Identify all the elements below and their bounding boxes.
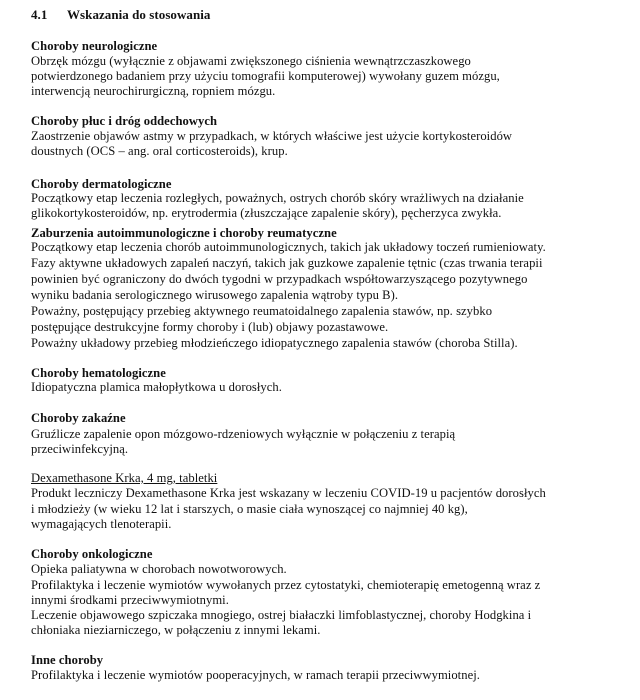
text-line: powinien być ograniczony do dwóch tygodni w przypadkach współtowarzyszącego pozytywnego <box>31 272 528 286</box>
text-line: postępujące destrukcyjne formy choroby i (lub) objawy pozastawowe. <box>31 320 389 334</box>
text-line: innymi środkami przeciwwymiotnymi. <box>31 593 229 607</box>
text-line: interwencją neurochirurgiczną, ropniem mózgu. <box>31 84 276 98</box>
text-line: Profilaktyka i leczenie wymiotów wywołanych przez cytostatyki, chemioterapię emetogenną wraz z <box>31 578 541 592</box>
text-line: doustnych (OCS – ang. oral corticosteroids), krup. <box>31 144 288 158</box>
heading-product-name: Dexamethasone Krka, 4 mg, tabletki <box>31 471 218 485</box>
section-title: Wskazania do stosowania <box>67 7 211 22</box>
text-line: wyniku badania serologicznego wirusowego zapalenia wątroby typu B). <box>31 288 399 302</box>
heading-dermatologic: Choroby dermatologiczne <box>31 177 172 191</box>
heading-hematologic: Choroby hematologiczne <box>31 366 166 380</box>
text-line: Profilaktyka i leczenie wymiotów pooperacyjnych, w ramach terapii przeciwwymiotnej. <box>31 668 480 682</box>
section-number: 4.1 <box>31 7 48 22</box>
text-line: Idiopatyczna plamica małopłytkowa u dorosłych. <box>31 380 282 394</box>
text-line: Obrzęk mózgu (wyłącznie z objawami zwiększonego ciśnienia wewnątrzczaszkowego <box>31 54 471 68</box>
text-line: Opieka paliatywna w chorobach nowotworowych. <box>31 562 287 576</box>
heading-neurologic: Choroby neurologiczne <box>31 39 158 53</box>
text-line: Zaostrzenie objawów astmy w przypadkach, w których właściwe jest użycie kortykosteroidów <box>31 129 513 143</box>
heading-infectious: Choroby zakaźne <box>31 411 126 425</box>
text-line: Początkowy etap leczenia chorób autoimmunologicznych, takich jak układowy toczeń rumieniowaty. <box>31 240 546 254</box>
heading-oncologic: Choroby onkologiczne <box>31 547 153 561</box>
text-line: Poważny układowy przebieg młodzieńczego idiopatycznego zapalenia stawów (choroba Stilla). <box>31 336 518 350</box>
heading-autoimmune: Zaburzenia autoimmunologiczne i choroby reumatyczne <box>31 226 337 240</box>
text-line: Leczenie objawowego szpiczaka mnogiego, ostrej białaczki limfoblastycznej, choroby Hodgkina i <box>31 608 532 622</box>
text-line: chłoniaka nieziarniczego, w połączeniu z innymi lekami. <box>31 623 321 637</box>
text-line: Gruźlicze zapalenie opon mózgowo-rdzeniowych wyłącznie w połączeniu z terapią <box>31 427 456 441</box>
text-line: Początkowy etap leczenia rozległych, poważnych, ostrych chorób skóry wrażliwych na działanie <box>31 191 524 205</box>
text-line: Poważny, postępujący przebieg aktywnego reumatoidalnego zapalenia stawów, np. szybko <box>31 304 493 318</box>
text-line: glikokortykosteroidów, np. erytrodermia (złuszczające zapalenie skóry), pęcherzyca zwykła. <box>31 206 502 220</box>
text-line: przeciwinfekcyjną. <box>31 442 129 456</box>
section-heading <box>31 7 210 22</box>
text-line: Fazy aktywne układowych zapaleń naczyń, takich jak guzkowe zapalenie tętnic (czas trwania terapii <box>31 256 543 270</box>
text-line: potwierdzonego badaniem przy użyciu tomografii komputerowej) wywołany guzem mózgu, <box>31 69 500 83</box>
heading-other: Inne choroby <box>31 653 104 667</box>
heading-respiratory: Choroby płuc i dróg oddechowych <box>31 114 218 128</box>
text-line: Produkt leczniczy Dexamethasone Krka jest wskazany w leczeniu COVID-19 u pacjentów dorosłych <box>31 486 546 500</box>
text-line: i młodzieży (w wieku 12 lat i starszych, o masie ciała wynoszącej co najmniej 40 kg), <box>31 502 468 516</box>
text-line: wymagających tlenoterapii. <box>31 517 172 531</box>
